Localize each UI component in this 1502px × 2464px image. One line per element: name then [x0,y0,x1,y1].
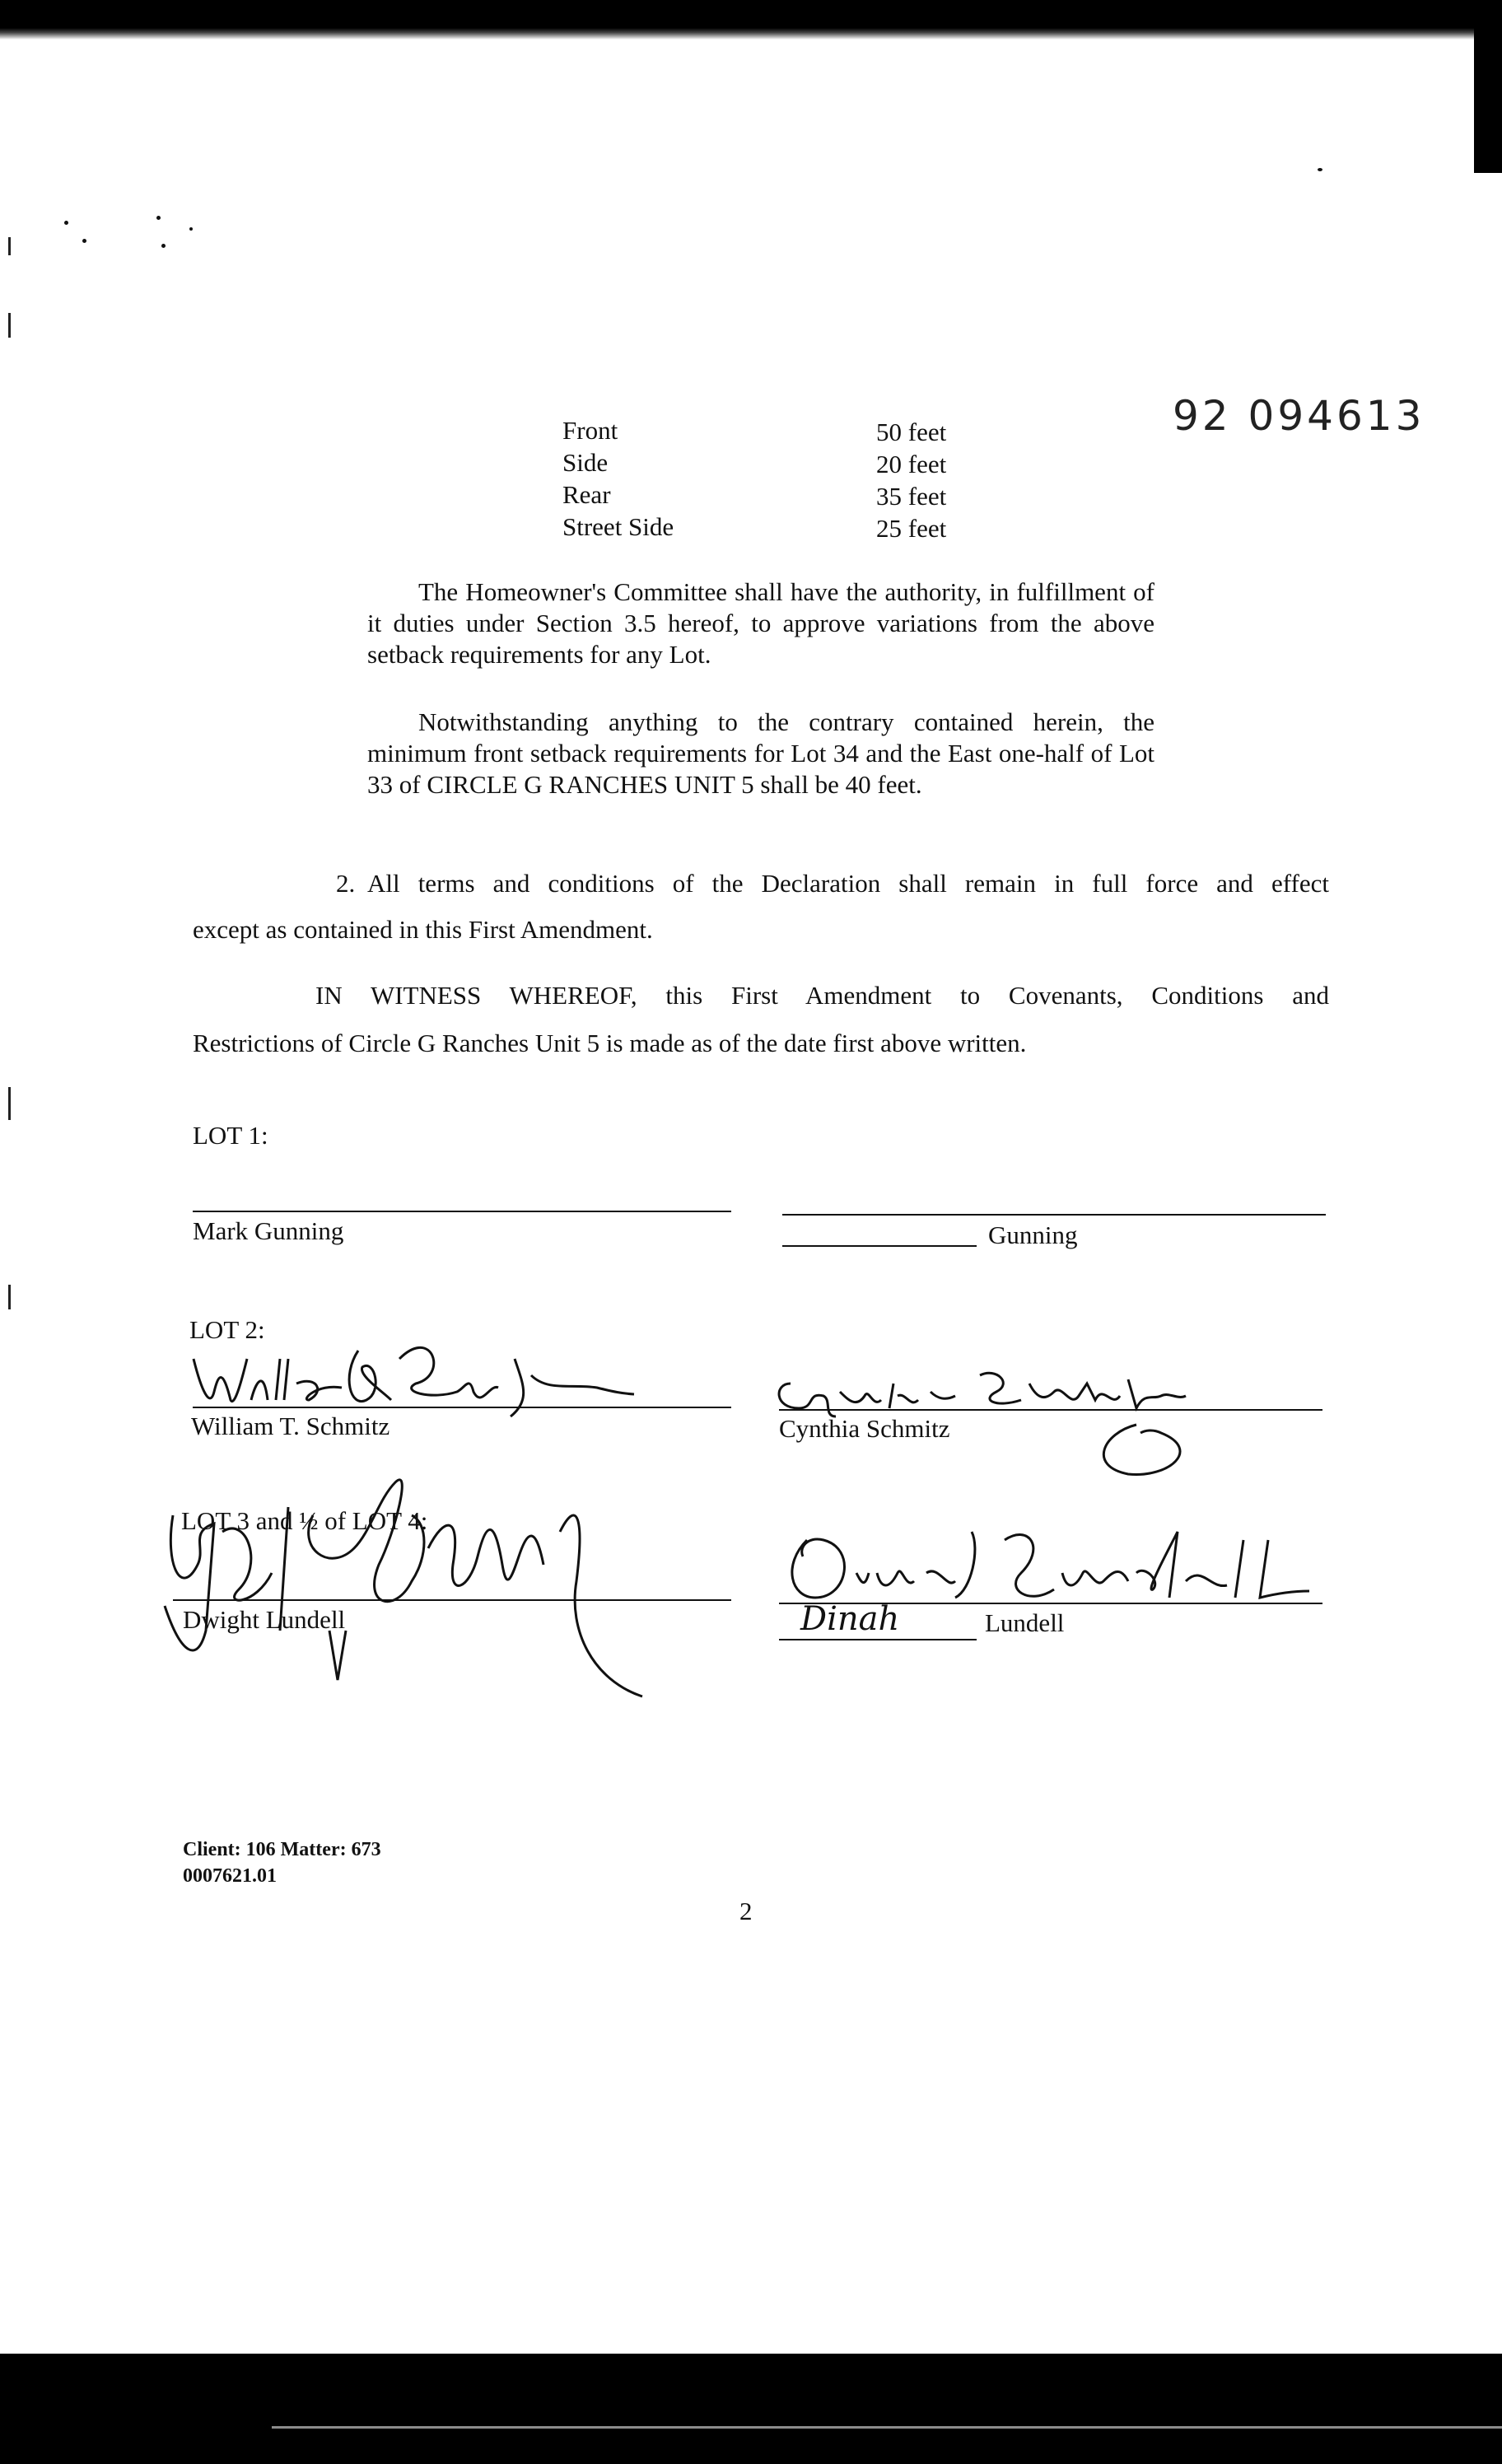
setback-value-street-side: 25 feet [876,514,947,543]
scan-speck [1318,168,1322,171]
signature-line-gunning-spouse [782,1214,1326,1216]
scan-artifact-line [272,2426,1502,2429]
paragraph-notwithstanding: Notwithstanding anything to the contrary contained herein, the minimum front setback requirements for Lot 34 and the East one-half of Lot 33 of CIRCLE G RANCHES UNIT 5 shall be 40 feet. [367,707,1154,799]
scan-mark [8,1285,11,1309]
signer-name-gunning: Gunning [988,1220,1078,1249]
lot-2-label: LOT 2: [189,1315,265,1344]
page-number: 2 [739,1897,753,1925]
signer-name-cynthia-schmitz: Cynthia Schmitz [779,1414,950,1443]
signer-name-mark-gunning: Mark Gunning [193,1216,344,1245]
setback-label-street-side: Street Side [562,512,674,541]
signature-line-mark-gunning [193,1211,731,1212]
first-name-line-dinah [779,1639,977,1640]
scan-speck [156,216,161,220]
setback-value-rear: 35 feet [876,482,947,511]
scan-border-bottom [0,2354,1502,2464]
lot-3-label: LOT 3 and ½ of LOT 4: [181,1506,428,1535]
document-number: 92 094613 [1173,392,1425,440]
scan-border-right [1474,0,1502,173]
scan-mark [8,237,11,255]
setback-value-front: 50 feet [876,418,947,446]
signature-cynthia-schmitz [774,1351,1235,1491]
scan-speck [161,244,166,248]
scan-speck [64,221,68,225]
scan-speck [82,239,86,243]
lot-1-label: LOT 1: [193,1121,268,1150]
footer-document-code: 0007621.01 [183,1865,277,1887]
scan-mark [8,1087,11,1120]
scan-speck [189,227,193,231]
item-2-number: 2. [336,869,356,898]
setback-label-side: Side [562,448,609,477]
item-2-line-1: All terms and conditions of the Declaration shall remain in full force and effect [367,869,1329,898]
signature-dwight-lundell [148,1466,659,1696]
witness-line-2: Restrictions of Circle G Ranches Unit 5 is made as of the date first above written. [193,1029,1027,1057]
handwritten-name-dinah: Dinah [800,1600,900,1638]
paragraph-committee-authority: The Homeowner's Committee shall have the authority, in fulfillment of it duties under Section 3.5 hereof, to approve variations from the above setback requirements for any Lot. [367,577,1154,669]
signature-william-schmitz [185,1309,646,1441]
signature-dinah-lundell [782,1515,1326,1622]
footer-client-matter: Client: 106 Matter: 673 [183,1839,381,1860]
setback-value-side: 20 feet [876,450,947,478]
scan-mark [8,313,11,338]
signer-name-william-schmitz: William T. Schmitz [191,1412,390,1440]
setback-label-rear: Rear [562,480,611,509]
signer-name-lundell: Lundell [985,1608,1065,1637]
signer-name-dwight-lundell: Dwight Lundell [183,1605,346,1634]
first-name-blank-line [782,1245,977,1247]
witness-line-1: IN WITNESS WHEREOF, this First Amendment to Covenants, Conditions and [315,981,1329,1010]
setback-label-front: Front [562,416,618,445]
scan-border-top-fade [0,28,1502,40]
item-2-line-2: except as contained in this First Amendment. [193,915,653,944]
scan-border-top [0,0,1502,28]
